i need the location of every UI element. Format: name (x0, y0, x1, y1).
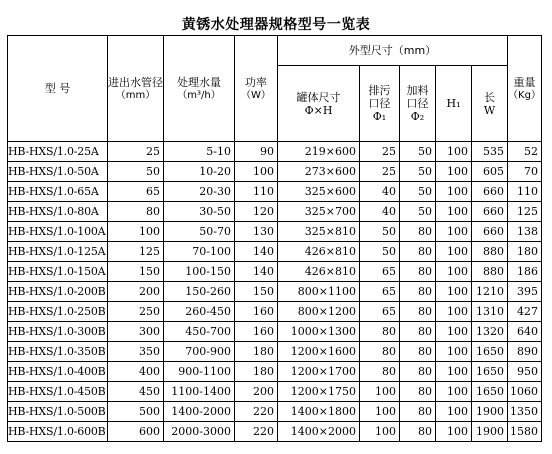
cell-tank: 800×1100 (278, 282, 360, 302)
cell-drain: 65 (360, 302, 400, 322)
cell-tank: 426×810 (278, 242, 360, 262)
header-h1-label: H₁ (446, 97, 461, 110)
header-drain-label: 排污口径 (368, 84, 391, 110)
cell-h1: 100 (436, 382, 472, 402)
header-weight-unit: （Kg） (508, 89, 541, 101)
header-flow (164, 36, 235, 142)
cell-dosing: 80 (400, 242, 436, 262)
cell-dosing: 80 (400, 262, 436, 282)
cell-flow: 50-70 (164, 222, 235, 242)
cell-h1: 100 (436, 182, 472, 202)
header-tank-sub: Φ×H (304, 103, 333, 117)
cell-flow: 700-900 (164, 342, 235, 362)
cell-dosing: 80 (400, 382, 436, 402)
cell-length: 605 (472, 162, 508, 182)
cell-power: 110 (235, 182, 278, 202)
cell-model: HB-HXS/1.0-150A (8, 262, 108, 282)
cell-drain: 80 (360, 342, 400, 362)
header-power-label: 功率 (245, 75, 267, 89)
cell-model: HB-HXS/1.0-25A (8, 142, 108, 162)
cell-length: 1310 (472, 302, 508, 322)
cell-weight: 1580 (508, 422, 542, 442)
table-row (8, 162, 542, 182)
table-row (8, 282, 542, 302)
cell-inlet: 350 (108, 342, 164, 362)
cell-dosing: 80 (400, 222, 436, 242)
cell-tank: 426×810 (278, 262, 360, 282)
cell-dosing: 50 (400, 182, 436, 202)
cell-model: HB-HXS/1.0-300B (8, 322, 108, 342)
cell-tank: 1200×1700 (278, 362, 360, 382)
cell-length: 660 (472, 182, 508, 202)
cell-h1: 100 (436, 422, 472, 442)
table-row (8, 262, 542, 282)
cell-tank: 219×600 (278, 142, 360, 162)
cell-length: 880 (472, 242, 508, 262)
cell-power: 120 (235, 202, 278, 222)
cell-tank: 325×810 (278, 222, 360, 242)
table-row (8, 362, 542, 382)
cell-weight: 186 (508, 262, 542, 282)
cell-h1: 100 (436, 242, 472, 262)
cell-h1: 100 (436, 222, 472, 242)
cell-power: 140 (235, 262, 278, 282)
cell-flow: 900-1100 (164, 362, 235, 382)
cell-length: 660 (472, 202, 508, 222)
cell-tank: 325×700 (278, 202, 360, 222)
cell-length: 660 (472, 222, 508, 242)
header-power-unit: （W） (241, 89, 271, 101)
header-weight-label: 重量 (513, 75, 536, 89)
header-tank (278, 66, 360, 142)
table-row (8, 222, 542, 242)
header-model-label: 型 号 (44, 82, 71, 95)
cell-flow: 100-150 (164, 262, 235, 282)
cell-model: HB-HXS/1.0-65A (8, 182, 108, 202)
spec-table (7, 35, 542, 442)
header-h1 (436, 66, 472, 142)
cell-drain: 25 (360, 162, 400, 182)
cell-h1: 100 (436, 342, 472, 362)
cell-weight: 138 (508, 222, 542, 242)
cell-power: 220 (235, 422, 278, 442)
cell-inlet: 65 (108, 182, 164, 202)
cell-power: 220 (235, 402, 278, 422)
cell-model: HB-HXS/1.0-450B (8, 382, 108, 402)
cell-length: 1650 (472, 382, 508, 402)
table-row (8, 342, 542, 362)
cell-weight: 427 (508, 302, 542, 322)
cell-drain: 25 (360, 142, 400, 162)
table-row (8, 182, 542, 202)
cell-flow: 20-30 (164, 182, 235, 202)
header-drain (360, 66, 400, 142)
cell-drain: 65 (360, 262, 400, 282)
table-row (8, 322, 542, 342)
cell-drain: 65 (360, 282, 400, 302)
cell-weight: 395 (508, 282, 542, 302)
cell-length: 1900 (472, 422, 508, 442)
cell-flow: 450-700 (164, 322, 235, 342)
cell-drain: 40 (360, 182, 400, 202)
header-length (472, 66, 508, 142)
cell-flow: 1400-2000 (164, 402, 235, 422)
header-length-label: 长 (484, 90, 495, 104)
cell-dosing: 50 (400, 142, 436, 162)
cell-drain: 80 (360, 322, 400, 342)
cell-power: 90 (235, 142, 278, 162)
spec-table-body (8, 142, 542, 442)
cell-drain: 40 (360, 202, 400, 222)
cell-tank: 1400×2000 (278, 422, 360, 442)
cell-model: HB-HXS/1.0-50A (8, 162, 108, 182)
header-inlet-label: 进出水管径 (108, 75, 163, 89)
cell-weight: 52 (508, 142, 542, 162)
header-flow-unit: （m³/h） (177, 89, 221, 101)
cell-inlet: 25 (108, 142, 164, 162)
header-tank-label: 罐体尺寸 (296, 90, 341, 104)
table-row (8, 142, 542, 162)
cell-h1: 100 (436, 142, 472, 162)
cell-inlet: 600 (108, 422, 164, 442)
cell-tank: 1400×1800 (278, 402, 360, 422)
cell-h1: 100 (436, 262, 472, 282)
cell-weight: 640 (508, 322, 542, 342)
cell-model: HB-HXS/1.0-80A (8, 202, 108, 222)
header-dimensions-label: 外型尺寸（mm） (348, 44, 437, 57)
cell-dosing: 80 (400, 322, 436, 342)
cell-power: 180 (235, 362, 278, 382)
cell-tank: 800×1200 (278, 302, 360, 322)
cell-drain: 100 (360, 382, 400, 402)
table-row (8, 242, 542, 262)
document-title: 黄锈水处理器规格型号一览表 (181, 17, 371, 33)
cell-dosing: 50 (400, 202, 436, 222)
cell-model: HB-HXS/1.0-400B (8, 362, 108, 382)
cell-model: HB-HXS/1.0-250B (8, 302, 108, 322)
cell-length: 880 (472, 262, 508, 282)
header-length-sub: W (483, 103, 496, 117)
cell-flow: 70-100 (164, 242, 235, 262)
cell-dosing: 80 (400, 422, 436, 442)
header-dosing-label: 加料口径 (406, 84, 429, 110)
cell-h1: 100 (436, 162, 472, 182)
table-row (8, 402, 542, 422)
cell-inlet: 80 (108, 202, 164, 222)
header-flow-label: 处理水量 (177, 75, 221, 89)
cell-inlet: 50 (108, 162, 164, 182)
cell-tank: 273×600 (278, 162, 360, 182)
cell-flow: 2000-3000 (164, 422, 235, 442)
cell-flow: 30-50 (164, 202, 235, 222)
cell-tank: 1200×1750 (278, 382, 360, 402)
cell-tank: 1000×1300 (278, 322, 360, 342)
cell-h1: 100 (436, 282, 472, 302)
cell-h1: 100 (436, 362, 472, 382)
cell-inlet: 200 (108, 282, 164, 302)
cell-model: HB-HXS/1.0-125A (8, 242, 108, 262)
cell-inlet: 125 (108, 242, 164, 262)
cell-dosing: 80 (400, 402, 436, 422)
cell-weight: 890 (508, 342, 542, 362)
cell-weight: 180 (508, 242, 542, 262)
cell-inlet: 300 (108, 322, 164, 342)
cell-flow: 150-260 (164, 282, 235, 302)
cell-dosing: 80 (400, 302, 436, 322)
cell-drain: 50 (360, 242, 400, 262)
table-row (8, 422, 542, 442)
cell-model: HB-HXS/1.0-500B (8, 402, 108, 422)
cell-dosing: 80 (400, 362, 436, 382)
cell-drain: 50 (360, 222, 400, 242)
header-dosing (400, 66, 436, 142)
cell-drain: 100 (360, 402, 400, 422)
cell-dosing: 80 (400, 342, 436, 362)
cell-weight: 1060 (508, 382, 542, 402)
header-weight (508, 36, 542, 142)
cell-power: 140 (235, 242, 278, 262)
cell-power: 200 (235, 382, 278, 402)
cell-model: HB-HXS/1.0-100A (8, 222, 108, 242)
header-model (8, 36, 108, 142)
cell-model: HB-HXS/1.0-350B (8, 342, 108, 362)
cell-model: HB-HXS/1.0-200B (8, 282, 108, 302)
cell-inlet: 100 (108, 222, 164, 242)
cell-length: 535 (472, 142, 508, 162)
cell-h1: 100 (436, 302, 472, 322)
table-row (8, 382, 542, 402)
cell-dosing: 50 (400, 162, 436, 182)
cell-power: 130 (235, 222, 278, 242)
cell-h1: 100 (436, 402, 472, 422)
cell-power: 160 (235, 322, 278, 342)
cell-flow: 10-20 (164, 162, 235, 182)
cell-inlet: 400 (108, 362, 164, 382)
cell-flow: 260-450 (164, 302, 235, 322)
cell-inlet: 150 (108, 262, 164, 282)
cell-flow: 1100-1400 (164, 382, 235, 402)
cell-drain: 80 (360, 362, 400, 382)
header-dosing-sub: Φ₂ (410, 110, 425, 123)
header-dimensions (278, 36, 508, 66)
cell-tank: 1200×1600 (278, 342, 360, 362)
cell-length: 1900 (472, 402, 508, 422)
cell-weight: 1350 (508, 402, 542, 422)
cell-length: 1650 (472, 342, 508, 362)
cell-power: 100 (235, 162, 278, 182)
table-row (8, 302, 542, 322)
cell-h1: 100 (436, 202, 472, 222)
cell-tank: 325×600 (278, 182, 360, 202)
cell-length: 1320 (472, 322, 508, 342)
table-row (8, 202, 542, 222)
header-power (235, 36, 278, 142)
header-drain-sub: Φ₁ (372, 110, 387, 123)
cell-weight: 110 (508, 182, 542, 202)
cell-inlet: 450 (108, 382, 164, 402)
cell-power: 180 (235, 342, 278, 362)
cell-flow: 5-10 (164, 142, 235, 162)
cell-length: 1650 (472, 362, 508, 382)
cell-model: HB-HXS/1.0-600B (8, 422, 108, 442)
cell-power: 150 (235, 282, 278, 302)
cell-length: 1210 (472, 282, 508, 302)
cell-drain: 100 (360, 422, 400, 442)
header-inlet-unit: （mm） (115, 89, 156, 101)
cell-weight: 70 (508, 162, 542, 182)
cell-dosing: 80 (400, 282, 436, 302)
cell-inlet: 250 (108, 302, 164, 322)
cell-h1: 100 (436, 322, 472, 342)
cell-power: 160 (235, 302, 278, 322)
cell-weight: 125 (508, 202, 542, 222)
cell-weight: 950 (508, 362, 542, 382)
header-inlet (108, 36, 164, 142)
cell-inlet: 500 (108, 402, 164, 422)
